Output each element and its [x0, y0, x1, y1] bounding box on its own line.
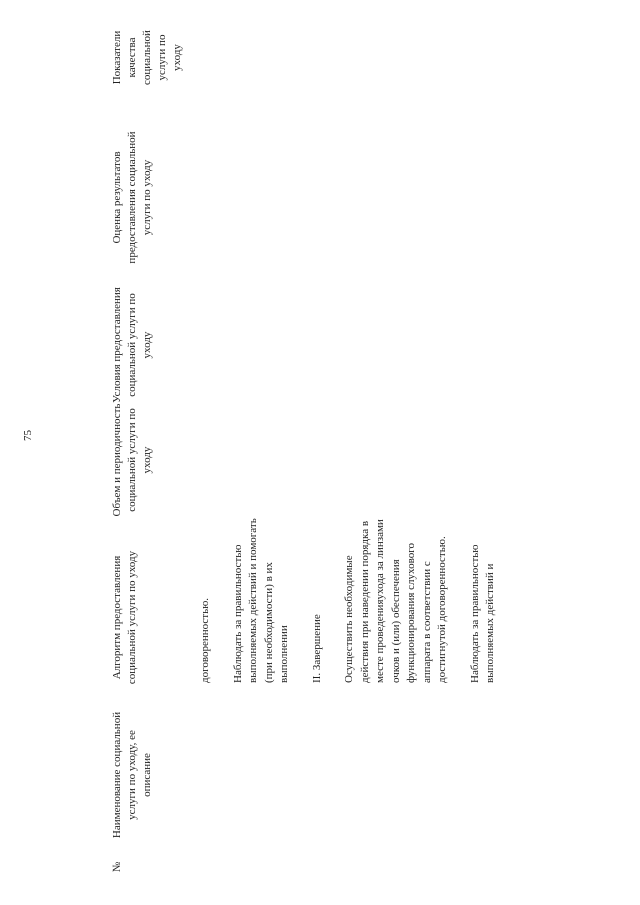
- page-number: 75: [22, 430, 34, 441]
- algorithm-cell: [198, 513, 516, 683]
- header-algorithm: Алгоритм предоставления социальной услуги по уходу: [111, 550, 138, 685]
- algorithm-paragraph: Наблюдать за правильностью выполняемых действий и: [468, 544, 496, 683]
- algorithm-paragraph: II. Завершение: [310, 614, 323, 683]
- header-service-name: Наименование социальной услуги по уходу, ее описание: [111, 711, 153, 839]
- algorithm-paragraph: Осуществить необходимые действия при наведении порядка в месте проведенияухода за линзами очков и (или) обеспечения функционирования слухового аппарата в соответствии с достигнутой договоренностью.: [343, 519, 448, 683]
- header-indicators: Показатели качества социальной услуги по уходу: [111, 30, 183, 85]
- rotated-table: [110, 30, 630, 873]
- header-volume: Объем и периодичность социальной услуги по уходу: [111, 403, 153, 517]
- header-evaluation: Оценка результатов предоставления социальной услуги по уходу: [111, 131, 153, 264]
- algorithm-paragraph: договоренностью.: [199, 597, 211, 683]
- header-conditions: Условия предоставления социальной услуги по уходу: [111, 287, 153, 403]
- algorithm-paragraph: Наблюдать за правильностью выполняемых действий и помогать (при необходимости) в их выполнении: [231, 518, 290, 683]
- header-number: №: [111, 861, 123, 873]
